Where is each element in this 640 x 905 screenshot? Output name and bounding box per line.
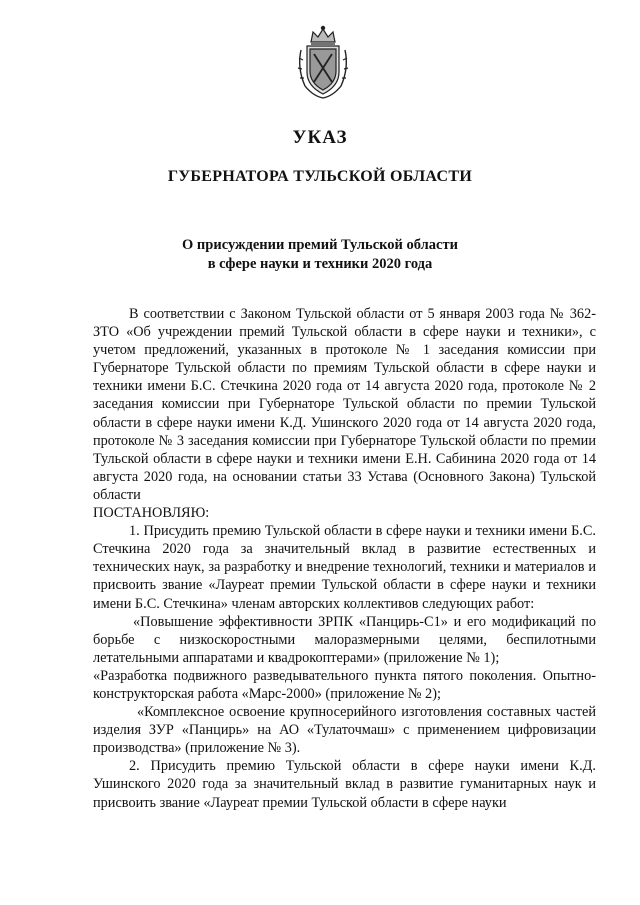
clause-1-paragraph: 1. Присудить премию Тульской области в сфере науки и техники имени Б.С. Стечкина 2020 года за значительный вклад в развитие естественных и технических наук, за разработку и внедрение технологий, техники и материалов и присвоить звание «Лауреат премии Тульской области в сфере науки и техники имени Б.С. Стечкина» членам авторских коллективов следующих работ: bbox=[93, 523, 596, 612]
decree-authority: ГУБЕРНАТОРА ТУЛЬСКОЙ ОБЛАСТИ bbox=[167, 168, 473, 185]
decree-subject bbox=[0, 236, 640, 274]
work-item-2: «Разработка подвижного разведывательного пункта пятого поколения. Опытно-конструкторская работа «Марс-2000» (приложение № 2); bbox=[93, 667, 596, 702]
decree-word: ПОСТАНОВЛЯЮ: bbox=[93, 505, 210, 522]
clause-2-paragraph: 2. Присудить премию Тульской области в сфере науки имени К.Д. Ушинского 2020 года за значительный вклад в развитие гуманитарных наук и присвоить звание «Лауреат премии Тульской области в сфере науки bbox=[93, 758, 596, 811]
work-item-1: «Повышение эффективности ЗРПК «Панцирь-С1» и его модификаций по борьбе с низкоскоростными малоразмерными целями, беспилотными летательными аппаратами и квадрокоптерами» (приложение № 1); bbox=[93, 613, 596, 666]
decree-heading: УКАЗ bbox=[292, 127, 348, 148]
subject-line-2: в сфере науки и техники 2020 года bbox=[207, 256, 433, 272]
preamble-paragraph: В соответствии с Законом Тульской области от 5 января 2003 года № 362-ЗТО «Об учреждении премий Тульской области в сфере науки и техники», с учетом предложений, указанных в протоколе № 1 заседания комиссии при Губернаторе Тульской области по премиям Тульской области в сфере науки и техники имени Б.С. Стечкина 2020 года от 14 августа 2020 года, протоколе № 2 заседания комиссии при Губернаторе Тульской области по премии Тульской области в сфере науки имени К.Д. Ушинского 2020 года от 14 августа 2020 года, протоколе № 3 заседания комиссии при Губернаторе Тульской области по премии Тульской области в сфере науки и техники имени Е.Н. Сабинина 2020 года от 14 августа 2020 года, на основании статьи 33 Устава (Основного Закона) Тульской области bbox=[93, 306, 596, 503]
work-item-3: «Комплексное освоение крупносерийного изготовления составных частей изделия ЗУР «Панцирь» на АО «Тулаточмаш» с применением цифровизации производства» (приложение № 3). bbox=[93, 704, 596, 757]
coat-of-arms-emblem bbox=[295, 24, 351, 100]
subject-line-1: О присуждении премий Тульской области bbox=[182, 237, 458, 253]
decree-body bbox=[93, 305, 596, 812]
